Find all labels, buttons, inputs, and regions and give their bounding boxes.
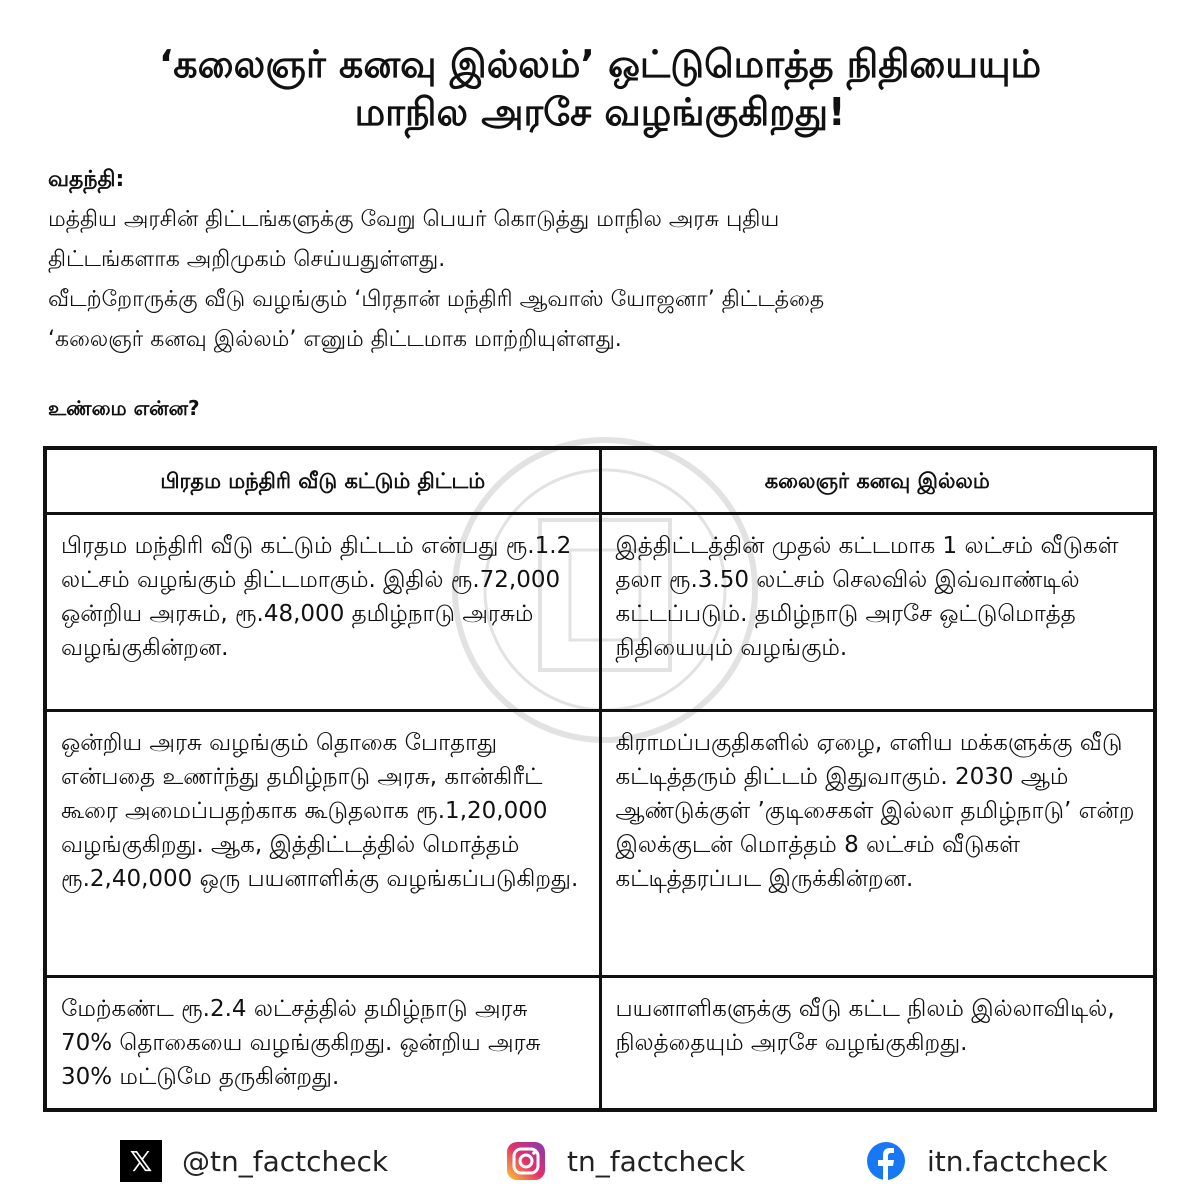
table-cell: ஒன்றிய அரசு வழங்கும் தொகை போதாது என்பதை உணர்ந்து தமிழ்நாடு அரசு, கான்கிரீட் கூரை அமைப்பதற்காக கூடுதலாக ரூ.1,20,000 வழங்குகிறது. ஆக, இத்திட்டத்தில் மொத்தம் ரூ.2,40,000 ஒரு பயனாளிக்கு வழங்கப்படுகிறது.: [45, 711, 600, 977]
rumor-section: [48, 160, 1148, 360]
rumor-line: ‘கலைஞர் கனவு இல்லம்’ எனும் திட்டமாக மாற்றியுள்ளது.: [48, 327, 622, 352]
table-cell: பயனாளிகளுக்கு வீடு கட்ட நிலம் இல்லாவிடில், நிலத்தையும் அரசே வழங்குகிறது.: [600, 977, 1155, 1111]
instagram-logo-icon: [505, 1140, 547, 1182]
title-line-2: மாநில அரசே வழங்குகிறது!: [354, 90, 846, 134]
table-cell: கிராமப்பகுதிகளில் ஏழை, எளிய மக்களுக்கு வீடு கட்டித்தரும் திட்டம் இதுவாகும். 2030 ஆம் ஆண்டுக்குள் ’குடிசைகள் இல்லா தமிழ்நாடு’ என்ற இலக்குடன் மொத்தம் 8 லட்சம் வீடுகள் கட்டித்தரப்பட இருக்கின்றன.: [600, 711, 1155, 977]
table-header-row: [45, 448, 1155, 514]
instagram-handle: tn_factcheck: [567, 1144, 746, 1178]
table-row: [45, 514, 1155, 711]
x-handle: @tn_factcheck: [182, 1144, 389, 1178]
rumor-line: திட்டங்களாக அறிமுகம் செய்யதுள்ளது.: [48, 247, 446, 272]
facebook-link[interactable]: [865, 1140, 1108, 1182]
truth-label: உண்மை என்ன?: [48, 396, 200, 420]
table-cell: மேற்கண்ட ரூ.2.4 லட்சத்தில் தமிழ்நாடு அரசு 70% தொகையை வழங்குகிறது. ஒன்றிய அரசு 30% மட்டுமே தருகின்றது.: [45, 977, 600, 1111]
rumor-label: வதந்தி:: [48, 167, 125, 192]
page-title: [0, 40, 1200, 136]
x-link[interactable]: [120, 1140, 388, 1182]
facebook-handle: itn.factcheck: [927, 1144, 1108, 1178]
table-row: [45, 711, 1155, 977]
social-footer: [0, 1140, 1200, 1186]
table-cell: பிரதம மந்திரி வீடு கட்டும் திட்டம் என்பது ரூ.1.2 லட்சம் வழங்கும் திட்டமாகும். இதில் ரூ.72,000 ஒன்றிய அரசும், ரூ.48,000 தமிழ்நாடு அரசும் வழங்குகின்றன.: [45, 514, 600, 711]
rumor-line: மத்திய அரசின் திட்டங்களுக்கு வேறு பெயர் கொடுத்து மாநில அரசு புதிய: [48, 207, 780, 232]
column-header-kalaignar: கலைஞர் கனவு இல்லம்: [600, 448, 1155, 514]
facebook-logo-icon: [865, 1140, 907, 1182]
instagram-link[interactable]: [505, 1140, 745, 1182]
x-logo-icon: 𝕏: [120, 1140, 162, 1182]
comparison-table: [43, 446, 1157, 1112]
table-cell: இத்திட்டத்தின் முதல் கட்டமாக 1 லட்சம் வீடுகள் தலா ரூ.3.50 லட்சம் செலவில் இவ்வாண்டில் கட்டப்படும். தமிழ்நாடு அரசே ஒட்டுமொத்த நிதியையும் வழங்கும்.: [600, 514, 1155, 711]
table-row: [45, 977, 1155, 1111]
column-header-pmay: பிரதம மந்திரி வீடு கட்டும் திட்டம்: [45, 448, 600, 514]
title-line-1: ‘கலைஞர் கனவு இல்லம்’ ஒட்டுமொத்த நிதியையும்: [158, 42, 1042, 86]
rumor-line: வீடற்றோருக்கு வீடு வழங்கும் ‘பிரதான் மந்திரி ஆவாஸ் யோஜனா’ திட்டத்தை: [48, 287, 825, 312]
